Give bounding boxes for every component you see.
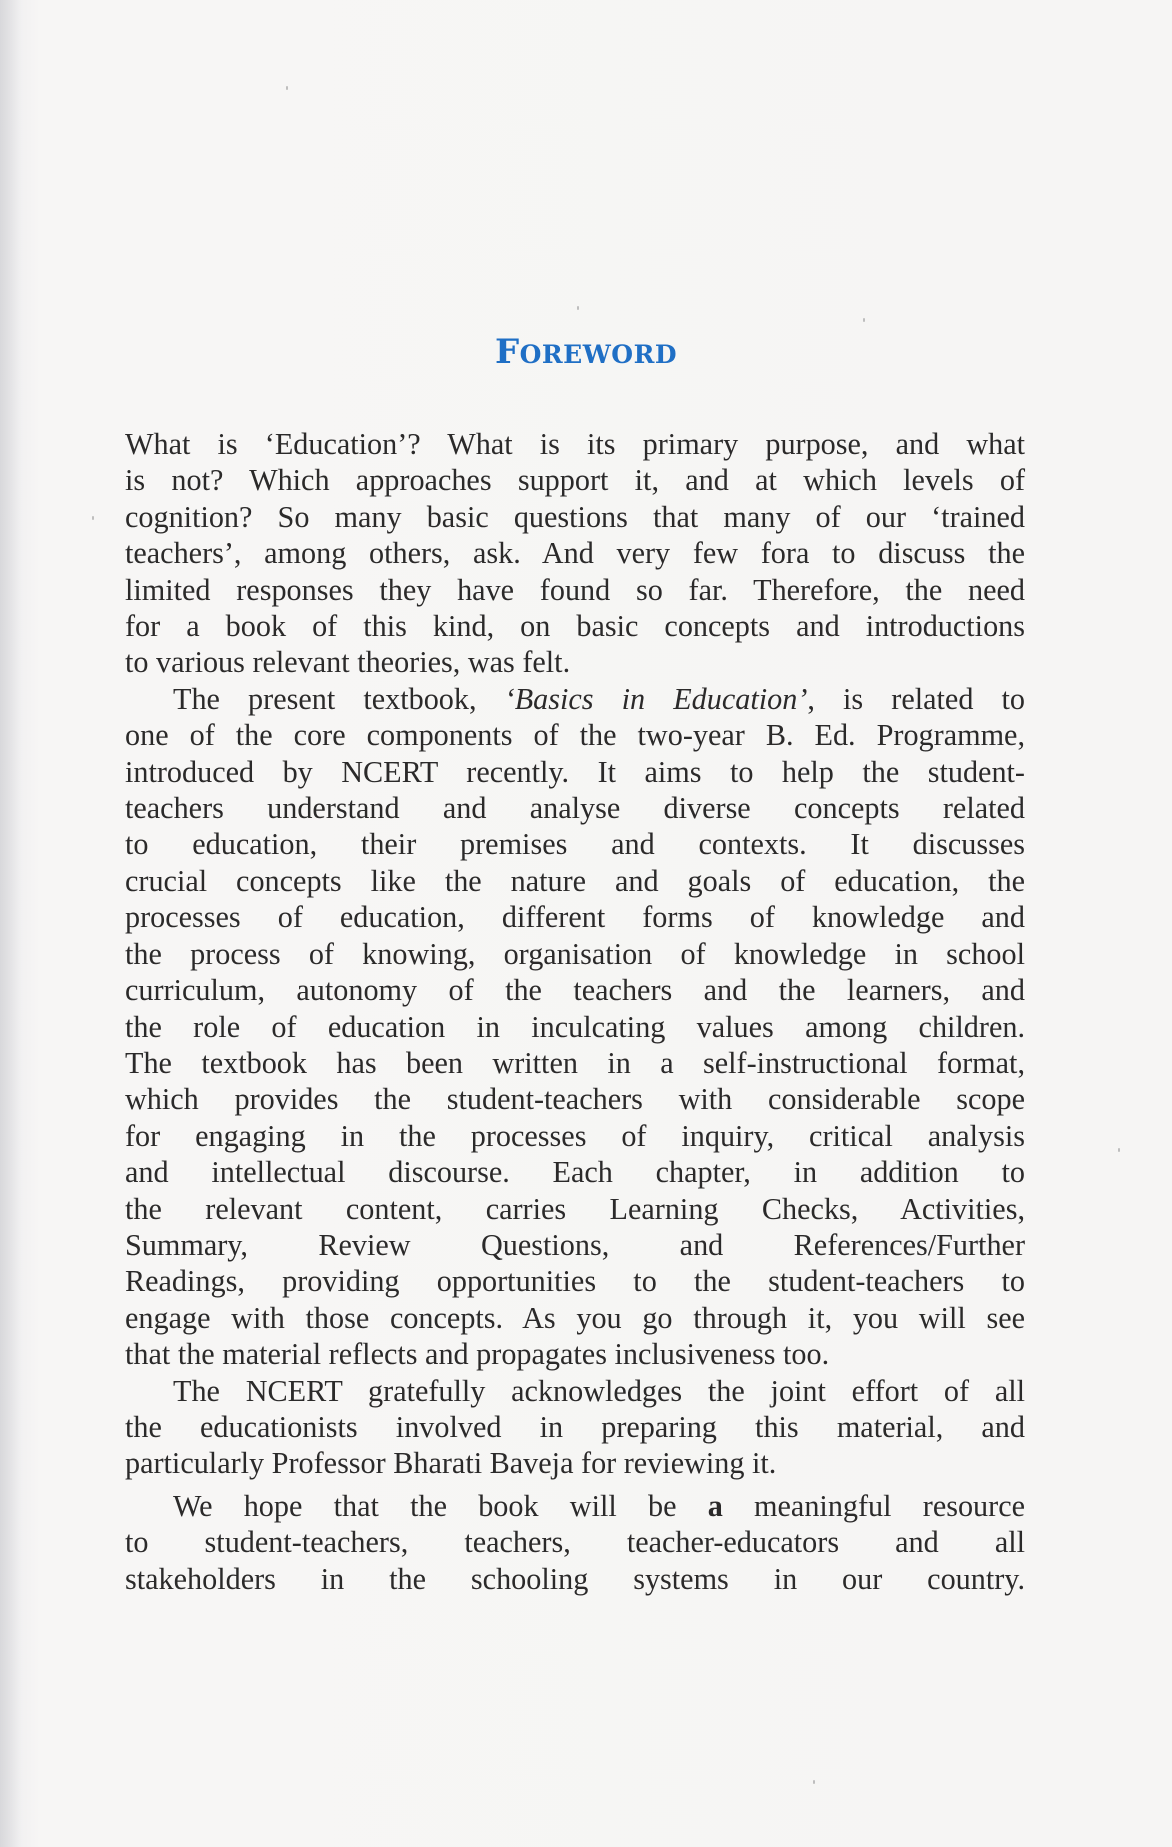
- paragraph-1: [125, 426, 1025, 681]
- text-run: We hope that the book will be: [173, 1488, 708, 1523]
- scan-speck: [92, 516, 94, 520]
- scan-speck: [813, 1780, 815, 1784]
- text-line: one of the core components of the two-year B. Ed. Programme,: [125, 718, 1025, 753]
- text-line-first: [125, 1488, 1025, 1524]
- text-line: teachers understand and analyse diverse concepts related: [125, 791, 1025, 826]
- text-line: and intellectual discourse. Each chapter, in addition to: [125, 1155, 1025, 1190]
- text-run: The present textbook,: [173, 681, 505, 716]
- scan-speck: [1118, 1148, 1120, 1152]
- text-line: curriculum, autonomy of the teachers and the learners, and: [125, 973, 1025, 1008]
- scan-speck: [577, 306, 579, 310]
- text-line: Readings, providing opportunities to the student-teachers to: [125, 1264, 1025, 1299]
- text-line: to student-teachers, teachers, teacher-educators and all: [125, 1525, 1025, 1560]
- text-line: that the material reflects and propagates inclusiveness too.: [125, 1337, 830, 1372]
- page-title-rest: OREWORD: [519, 340, 678, 369]
- paragraph-2: [125, 681, 1025, 1373]
- text-line: teachers’, among others, ask. And very few fora to discuss the: [125, 536, 1025, 571]
- text-line: particularly Professor Bharati Baveja for reviewing it.: [125, 1446, 777, 1481]
- text-line: which provides the student-teachers with considerable scope: [125, 1082, 1025, 1117]
- text-line: for engaging in the processes of inquiry, critical analysis: [125, 1118, 1025, 1153]
- text-line: for a book of this kind, on basic concepts and introductions: [125, 609, 1025, 644]
- paragraph-4: [125, 1488, 1025, 1597]
- text-line: the relevant content, carries Learning Checks, Activities,: [125, 1191, 1025, 1226]
- scan-speck: [286, 86, 288, 90]
- bold-article: a: [707, 1488, 723, 1523]
- text-line: the process of knowing, organisation of knowledge in school: [125, 936, 1025, 971]
- text-run: , is related to: [807, 681, 1026, 716]
- text-line: limited responses they have found so far. Therefore, the need: [125, 572, 1025, 607]
- page-title-initial: F: [494, 332, 520, 372]
- text-line: to education, their premises and contexts. It discusses: [125, 827, 1025, 862]
- scan-speck: [863, 318, 865, 322]
- text-line: processes of education, different forms of knowledge and: [125, 900, 1025, 935]
- text-line: The NCERT gratefully acknowledges the joint effort of all: [173, 1373, 1025, 1408]
- foreword-body: [125, 426, 1025, 1597]
- text-line: introduced by NCERT recently. It aims to help the student-: [125, 754, 1025, 789]
- text-run: meaningful resource: [722, 1488, 1025, 1523]
- paragraph-3: [125, 1373, 1025, 1482]
- text-line: the role of education in inculcating values among children.: [125, 1009, 1025, 1044]
- text-line: The textbook has been written in a self-instructional format,: [125, 1045, 1025, 1080]
- text-line: the educationists involved in preparing this material, and: [125, 1409, 1025, 1444]
- text-line: is not? Which approaches support it, and at which levels of: [125, 463, 1025, 498]
- page-title: [0, 332, 1172, 372]
- text-line-first: [125, 681, 1025, 717]
- text-line: Summary, Review Questions, and References/Further: [125, 1227, 1025, 1262]
- gutter-shadow: [0, 0, 22, 1847]
- book-title-italic: ‘Basics in Education’: [504, 681, 808, 716]
- text-line: cognition? So many basic questions that many of our ‘trained: [125, 499, 1025, 534]
- text-line: to various relevant theories, was felt.: [125, 645, 571, 680]
- text-line: stakeholders in the schooling systems in our country.: [125, 1561, 1025, 1596]
- text-line: crucial concepts like the nature and goals of education, the: [125, 863, 1025, 898]
- text-line: What is ‘Education’? What is its primary purpose, and what: [125, 427, 1025, 461]
- text-line: engage with those concepts. As you go through it, you will see: [125, 1300, 1025, 1335]
